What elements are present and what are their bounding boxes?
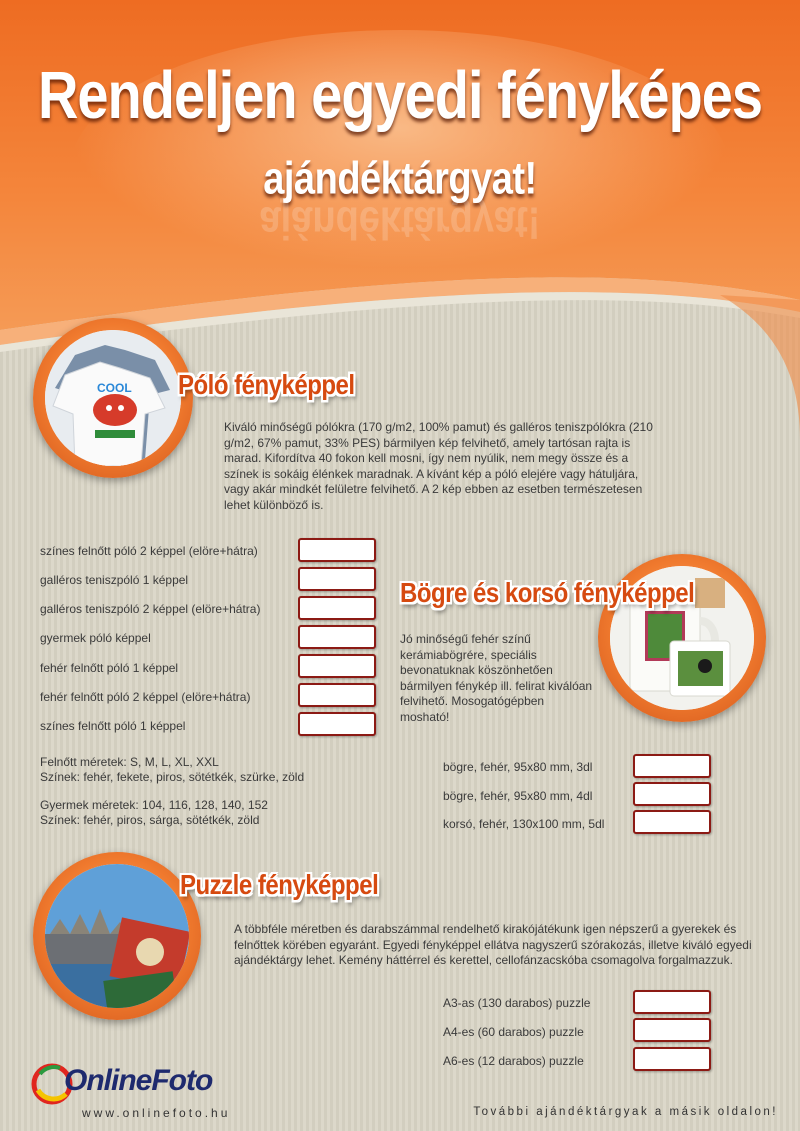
puzzle-photo (45, 864, 189, 1008)
puzzle-quantity-input[interactable] (633, 1047, 711, 1071)
child-sizes: Gyermek méretek: 104, 116, 128, 140, 152 (40, 798, 268, 812)
tshirt-section-title: Póló fényképpel (178, 369, 355, 401)
tshirt-option-label: színes felnőtt póló 1 képpel (40, 719, 186, 733)
puzzle-illustration-icon (45, 864, 189, 1008)
tshirt-option-label: galléros teniszpóló 1 képpel (40, 573, 189, 587)
svg-text:COOL: COOL (97, 381, 132, 395)
puzzle-section-title: Puzzle fényképpel (180, 869, 379, 901)
puzzle-description: A többféle méretben és darabszámmal rendelhető kirakójátékunk igen népszerű a gyerekek és felnőttek körében egyaránt. Egyedi fényképpel ellátva nagyszerű szórakozás, illetve kiváló egyedi ajándéktárgy lehet. Kemény háttérrel és kerettel, cellofánzacskóba csomagolva forgalmazzuk. (234, 922, 752, 967)
tshirt-quantity-input[interactable] (298, 712, 376, 736)
headline-line-1: Rendeljen egyedi fényképes (37, 56, 763, 133)
tshirt-option-label: fehér felnőtt póló 1 képpel (40, 661, 179, 675)
headline-line-2: ajándéktárgyat! (263, 153, 537, 205)
logo-text: OnlineFoto (64, 1064, 213, 1097)
mug-quantity-input[interactable] (633, 754, 711, 778)
tshirt-quantity-input[interactable] (298, 596, 376, 620)
mug-option-label: bögre, fehér, 95x80 mm, 4dl (443, 789, 593, 803)
headline-reflection: ajándéktárgyat! (259, 196, 541, 248)
puzzle-quantity-input[interactable] (633, 1018, 711, 1042)
footer-note: További ajándéktárgyak a másik oldalon! (473, 1106, 778, 1118)
child-colors: Színek: fehér, piros, sárga, sötétkék, zöld (40, 813, 260, 827)
mug-description: Jó minőségű fehér színű kerámiabögrére, speciális bevonatuknak köszönhetően bármilyen fénykép ill. felirat kiválóan felvihető. Mosogatógépben mosható! (400, 632, 593, 724)
tshirt-option-label: fehér felnőtt póló 2 képpel (elöre+hátra) (40, 690, 251, 704)
puzzle-quantity-input[interactable] (633, 990, 711, 1014)
tshirt-description: Kiváló minőségű pólókra (170 g/m2, 100% pamut) és galléros teniszpólókra (210 g/m2, 67% pamut, 33% PES) bármilyen kép felvihető, amely tartósan rajta is marad. Kifordítva 40 fokon kell mosni, így nem nyúlik, nem megy össze és a színek is sokáig élénkek maradnak. A kívánt kép a póló elejére vagy hátuljára, vagy akár mindkét felületre felvihető. A 2 kép ebben az esetben természetesen lehet különböző is. (224, 420, 653, 512)
tshirt-quantity-input[interactable] (298, 538, 376, 562)
tshirt-quantity-input[interactable] (298, 654, 376, 678)
mug-quantity-input[interactable] (633, 782, 711, 806)
tshirt-quantity-input[interactable] (298, 625, 376, 649)
puzzle-option-label: A6-es (12 darabos) puzzle (443, 1054, 584, 1068)
mug-option-label: bögre, fehér, 95x80 mm, 3dl (443, 760, 593, 774)
mug-option-label: korsó, fehér, 130x100 mm, 5dl (443, 817, 605, 831)
mug-section-title: Bögre és korsó fényképpel (400, 577, 695, 609)
adult-sizes: Felnőtt méretek: S, M, L, XL, XXL (40, 755, 219, 769)
mug-quantity-input[interactable] (633, 810, 711, 834)
tshirt-option-label: galléros teniszpóló 2 képpel (elöre+hátra) (40, 602, 261, 616)
puzzle-option-label: A3-as (130 darabos) puzzle (443, 996, 591, 1010)
adult-colors: Színek: fehér, fekete, piros, sötétkék, szürke, zöld (40, 770, 305, 784)
tshirt-quantity-input[interactable] (298, 567, 376, 591)
tshirt-option-label: színes felnőtt póló 2 képpel (elöre+hátra) (40, 544, 258, 558)
tshirt-photo (45, 330, 181, 466)
puzzle-photo-frame (33, 852, 201, 1020)
tshirt-option-label: gyermek póló képpel (40, 631, 151, 645)
puzzle-option-label: A4-es (60 darabos) puzzle (443, 1025, 584, 1039)
footer-url[interactable]: www.onlinefoto.hu (82, 1106, 231, 1120)
tshirt-quantity-input[interactable] (298, 683, 376, 707)
tshirt-illustration-icon (45, 330, 181, 466)
tshirt-photo-frame (33, 318, 193, 478)
